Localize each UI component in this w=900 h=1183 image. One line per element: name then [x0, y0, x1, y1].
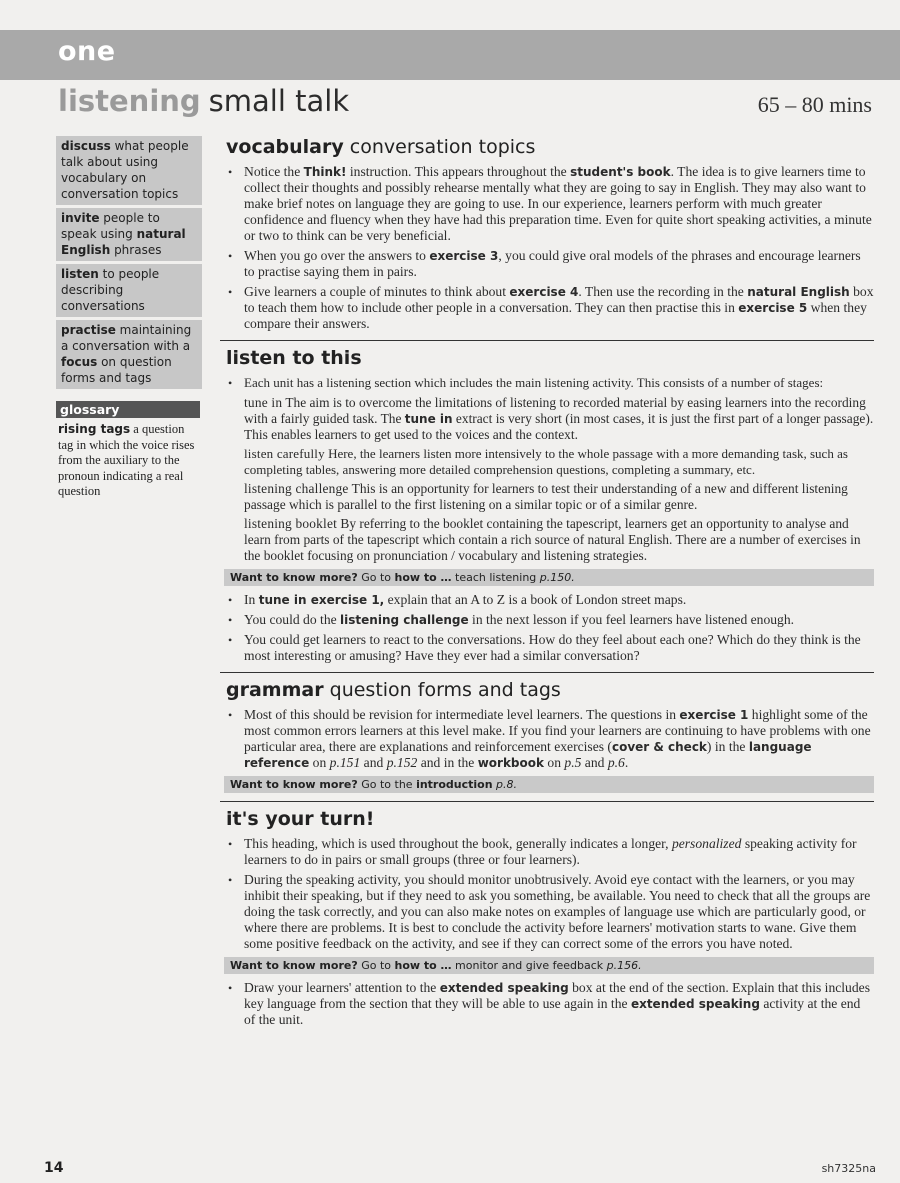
list-item: • During the speaking activity, you should monitor unobtrusively. Avoid eye contact with the learners, or you may inhibit their speaking, but if they need to ask you something, be available. You need to check that all the groups are doing the task correctly, and you can also make notes on examples of language use which are particularly good, or where there are problems. It is best to conclude the activity before learners' motivation starts to wane. Give them some positive feedback on the activity, and see if they can correct some of the errors you have noted. [244, 872, 874, 952]
list-item: • Most of this should be revision for intermediate level learners. The questions in exercise 1 highlight some of the most common errors learners at this level make. If you find your learners are continuing to have problems with one particular area, there are explanations and reinforcement exercises (cover & check) in the language reference on p.151 and p.152 and in the workbook on p.5 and p.6. [244, 707, 874, 771]
want-to-know-more-box: Want to know more? Go to how to … monitor and give feedback p.156. [224, 957, 874, 974]
section-divider [220, 340, 874, 341]
page-title [58, 84, 349, 118]
list-item: • You could get learners to react to the conversations. How do they feel about each one? Which do they think is the most interesting or amusing? Have they ever had a similar conversation? [244, 632, 874, 664]
want-to-know-more-box: Want to know more? Go to the introduction p.8. [224, 776, 874, 793]
list-item: • Draw your learners' attention to the extended speaking box at the end of the section. Explain that this includes key language from the section that they will be able to use again in the extended speaking activity at the end of the unit. [244, 980, 874, 1028]
section-divider [220, 801, 874, 802]
list-item: • Give learners a couple of minutes to think about exercise 4. Then use the recording in the natural English box to teach them how to include other people in a conversation. They can then practise this in exercise 5 when they compare their answers. [244, 284, 874, 332]
lesson-duration: 65 – 80 mins [757, 92, 872, 117]
listen-intro [220, 375, 874, 391]
section-divider [220, 672, 874, 673]
aim-box: discuss what people talk about using vocabulary on conversation topics [56, 136, 202, 205]
section-heading-your-turn: it's your turn! [226, 808, 375, 830]
glossary-entry: rising tags a question tag in which the voice rises from the auxiliary to the pronoun indicating a real question [58, 422, 195, 498]
list-item: • This heading, which is used throughout the book, generally indicates a longer, personalized speaking activity for learners to do in pairs or small groups (three or four learners). [244, 836, 874, 868]
aim-box: listen to people describing conversations [56, 264, 202, 317]
topic-label: small talk [208, 84, 350, 118]
sidebar [56, 136, 202, 500]
skill-label: listening [58, 84, 201, 118]
vocabulary-notes [220, 164, 874, 332]
print-code: sh7325na [821, 1162, 876, 1175]
your-turn-notes [220, 836, 874, 952]
aim-box: practise maintaining a conversation with a focus on question forms and tags [56, 320, 202, 389]
unit-banner [0, 30, 900, 80]
stage-listen-carefully: listen carefully Here, the learners listen more intensively to the whole passage with a more demanding task, such as completing tables, answering more detailed comprehension questions, completing a summary, etc. [244, 446, 848, 477]
section-heading-listen: listen to this [226, 347, 362, 369]
stage-listening-booklet: listening booklet By referring to the booklet containing the tapescript, learners get an opportunity to analyse and learn from parts of the tapescript which contain a rich source of natural English. There are a number of exercises in the booklet focusing on pronunciation / vocabulary and listening strategies. [244, 516, 861, 563]
aim-box: invite people to speak using natural English phrases [56, 208, 202, 261]
list-item: • In tune in exercise 1, explain that an A to Z is a book of London street maps. [244, 592, 874, 608]
list-item: • When you go over the answers to exercise 3, you could give oral models of the phrases and encourage learners to practise saying them in pairs. [244, 248, 874, 280]
section-heading-vocabulary: vocabulary conversation topics [226, 136, 536, 158]
list-item: • Each unit has a listening section which includes the main listening activity. This consists of a number of stages: [244, 375, 874, 391]
glossary-heading: glossary [56, 401, 200, 418]
main-content [220, 134, 874, 1032]
your-turn-final-notes [220, 980, 874, 1028]
want-to-know-more-box: Want to know more? Go to how to … teach listening p.150. [224, 569, 874, 586]
section-heading-grammar: grammar question forms and tags [226, 679, 561, 701]
list-item: • Notice the Think! instruction. This appears throughout the student's book. The idea is to give learners time to collect their thoughts and possibly rehearse mentally what they are going to say in English. They may also want to make brief notes on language they are going to use. In our experience, learners perform with much greater confidence and fluency when they have had this preparation time. Even for quite short speaking activities, a minute or two to think can be very beneficial. [244, 164, 874, 244]
grammar-notes [220, 707, 874, 771]
stage-listening-challenge: listening challenge This is an opportunity for learners to test their understanding of a new and different listening passage which is parallel to the first listening on a similar topic or of a similar genre. [244, 481, 848, 512]
listen-notes [220, 592, 874, 664]
stage-tune-in: tune in The aim is to overcome the limitations of listening to recorded material by easing learners into the recording with a fairly guided task. The tune in extract is very short (in most cases, it is just the first part of a longer passage). This enables learners to get used to the voices and the context. [244, 395, 874, 442]
page-number: 14 [44, 1160, 64, 1176]
unit-label: one [58, 36, 116, 67]
list-item: • You could do the listening challenge in the next lesson if you feel learners have listened enough. [244, 612, 874, 628]
glossary [56, 401, 202, 500]
